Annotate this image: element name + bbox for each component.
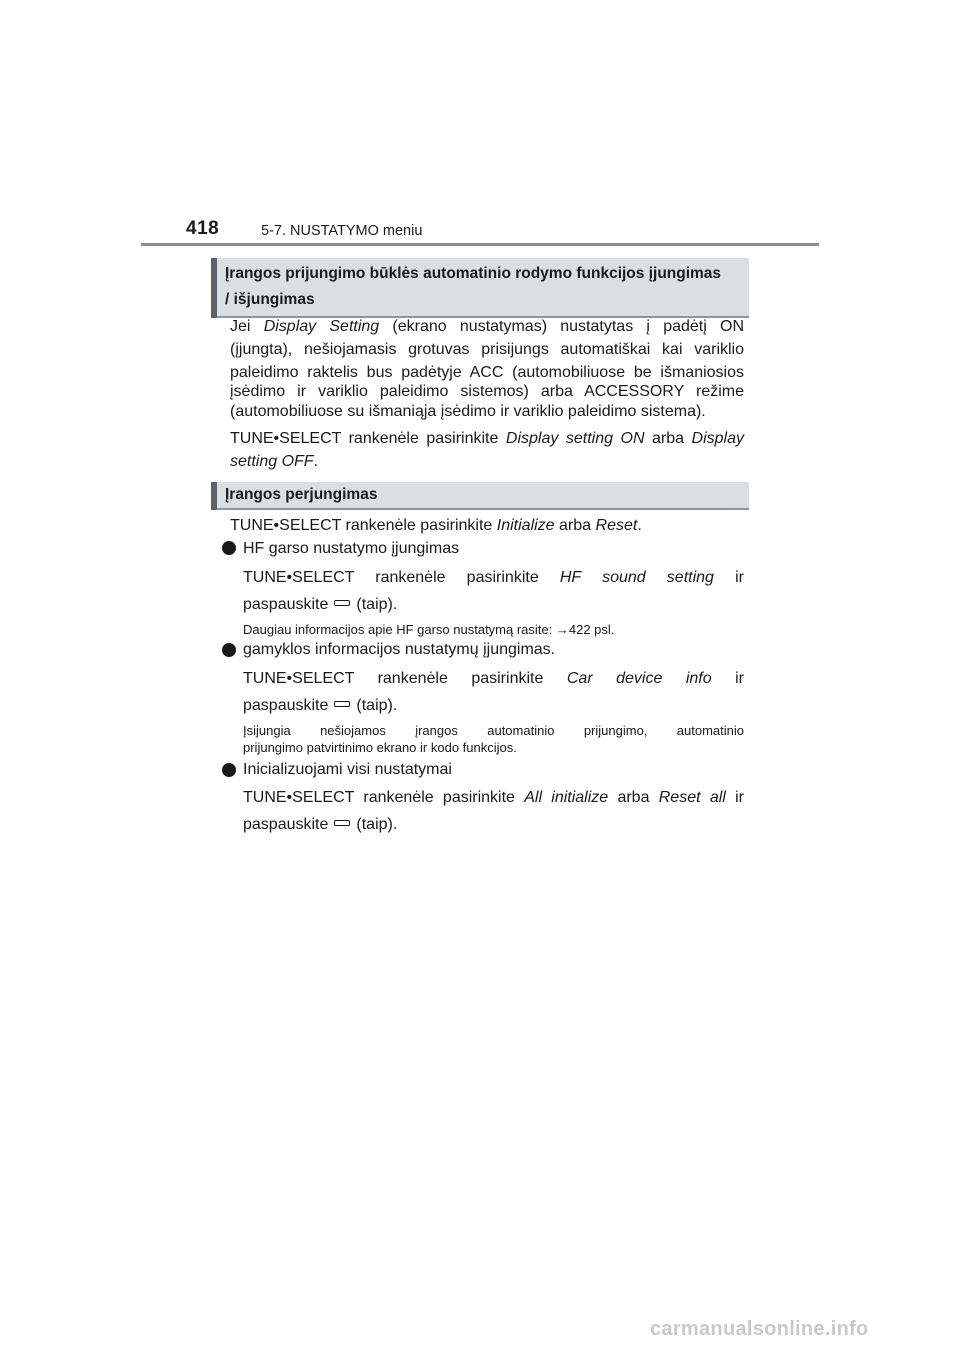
text: (taip).: [356, 596, 398, 613]
section-heading-auto-display: [211, 258, 749, 318]
option-reset: Reset: [595, 517, 638, 534]
item-title: HF garso nustatymo įjungimas: [243, 540, 460, 557]
watermark: carmanualsonline.info: [650, 1318, 869, 1340]
bullet-icon: [222, 541, 236, 555]
paragraph-line: [230, 427, 744, 450]
option-display-setting-off: Display: [691, 430, 744, 447]
section-heading-text: Įrangos perjungimas: [225, 486, 378, 503]
paragraph-line: (įjungta), nešiojamasis grotuvas prisijungs automatiškai kai variklio: [230, 341, 744, 358]
paragraph-line: paleidimo raktelis bus padėtyje ACC (automobiliuose be išmaniosios: [230, 364, 744, 381]
option-hf-sound-setting: HF sound setting: [559, 569, 714, 586]
text: TUNE•SELECT rankenėle pasirinkite: [243, 569, 539, 586]
option-initialize: Initialize: [496, 517, 555, 534]
yes-button-icon: [334, 701, 350, 707]
text: paspauskite: [243, 596, 329, 613]
option-car-device-info: Car device info: [566, 670, 712, 687]
text: arba: [617, 789, 650, 806]
text: ir: [735, 569, 744, 586]
intro-line: [230, 514, 642, 537]
text: paspauskite: [243, 816, 329, 833]
paragraph-line: [230, 315, 744, 338]
text: (taip).: [356, 697, 398, 714]
text: arba: [652, 430, 685, 447]
text: TUNE•SELECT rankenėle pasirinkite: [243, 670, 544, 687]
section-heading-line2: / išjungimas: [225, 291, 315, 308]
item-note: prijungimo patvirtinimo ekrano ir kodo funkcijos.: [243, 740, 517, 755]
option-display-setting-off: setting OFF: [230, 453, 314, 470]
text: paspauskite: [243, 697, 329, 714]
item-title: gamyklos informacijos nustatymų įjungimas.: [243, 641, 556, 658]
text: Jei: [230, 318, 251, 335]
item-line: [243, 593, 397, 616]
text: arba: [559, 517, 592, 534]
paragraph-line: (automobiliuose su išmaniąja įsėdimo ir variklio paleidimo sistema).: [230, 403, 706, 420]
page-number: 418: [186, 218, 220, 239]
text: (taip).: [356, 816, 398, 833]
paragraph-line: [230, 450, 318, 473]
item-line: [243, 566, 744, 589]
option-reset-all: Reset all: [658, 789, 726, 806]
option-display-setting-on: Display setting ON: [505, 430, 645, 447]
text: TUNE•SELECT rankenėle pasirinkite: [230, 517, 493, 534]
bullet-icon: [222, 643, 236, 657]
item-note: Daugiau informacijos apie HF garso nustatymą rasite: →422 psl.: [243, 622, 615, 637]
text: TUNE•SELECT rankenėle pasirinkite: [230, 430, 499, 447]
item-line: [243, 786, 744, 809]
text: .: [313, 453, 319, 470]
item-note: Įsijungia nešiojamos įrangos automatinio prijungimo, automatinio: [243, 723, 744, 738]
option-display-setting: Display Setting: [263, 318, 380, 335]
text: ir: [735, 670, 745, 687]
item-line: [243, 694, 397, 717]
yes-button-icon: [334, 820, 350, 826]
text: TUNE•SELECT rankenėle pasirinkite: [243, 789, 515, 806]
text: ir: [735, 789, 744, 806]
item-title: Inicializuojami visi nustatymai: [243, 761, 452, 778]
bullet-icon: [222, 763, 236, 777]
text: .: [637, 517, 642, 534]
section-heading-device-switch: [211, 482, 749, 510]
item-line: [243, 813, 397, 836]
section-title: 5-7. NUSTATYMO meniu: [261, 223, 423, 239]
paragraph-line: įsėdimo ir variklio paleidimo sistemos) arba ACCESSORY režime: [230, 383, 744, 400]
header-rule: [141, 243, 819, 246]
section-heading-line1: Įrangos prijungimo būklės automatinio rodymo funkcijos įjungimas: [225, 265, 722, 282]
text: (ekrano nustatymas) nustatytas į padėtį ON: [392, 318, 745, 335]
item-line: [243, 667, 744, 690]
option-all-initialize: All initialize: [524, 789, 609, 806]
yes-button-icon: [334, 600, 350, 606]
